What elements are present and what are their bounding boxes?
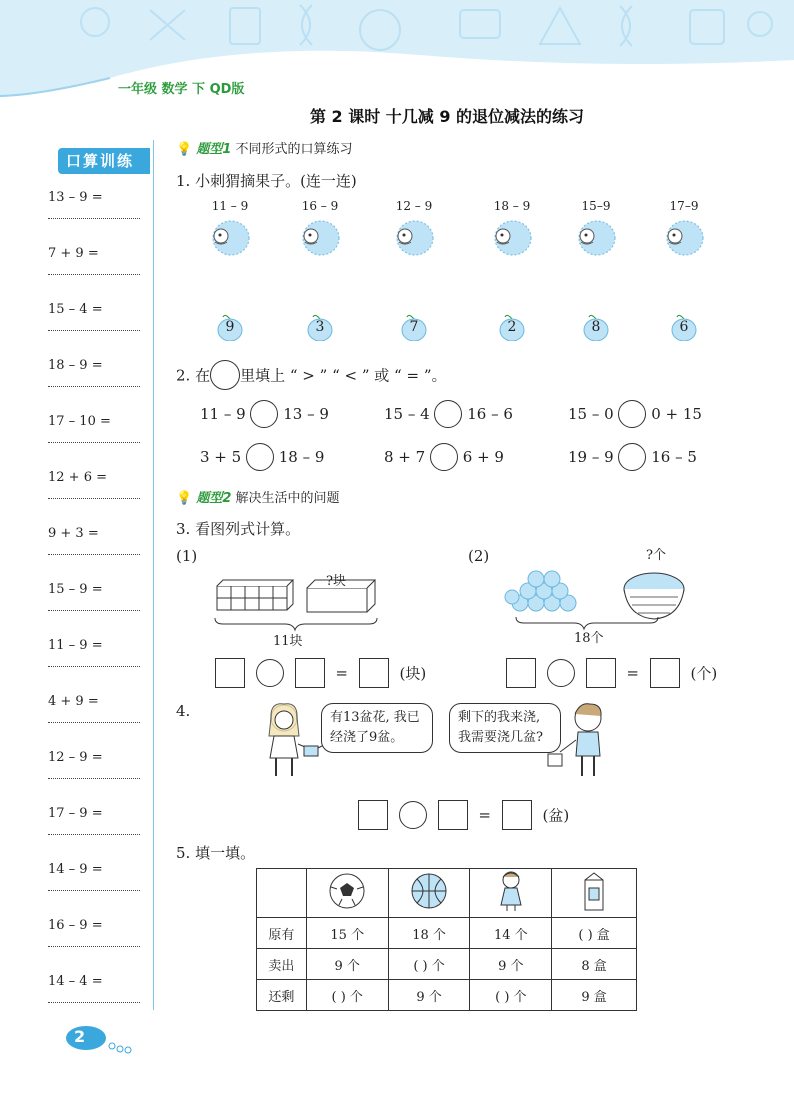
oral-item (48, 358, 140, 414)
right-expression: 6 + 9 (462, 448, 504, 466)
doll-column (470, 869, 552, 918)
answer-line[interactable] (48, 1002, 140, 1003)
hedgehog-label: 15–9 (581, 199, 611, 213)
small-blocks-icon (217, 580, 293, 610)
type1-text: 不同形式的口算练习 (235, 142, 353, 157)
unit-label: (块) (399, 664, 427, 683)
page-number-badge (60, 1022, 140, 1062)
hedgehog-label: 17–9 (669, 199, 699, 213)
oral-item (48, 918, 140, 974)
lightbulb-icon: 💡 (176, 142, 193, 157)
table-row (257, 949, 637, 980)
milk-box-icon (579, 870, 609, 912)
apple-number: 9 (225, 319, 235, 335)
hedgehog-icon[interactable] (661, 216, 707, 256)
answer-box[interactable] (502, 800, 532, 830)
apple-number: 7 (409, 319, 419, 335)
oral-expression: 15 – 4 = (48, 302, 103, 317)
fill-in-cell[interactable]: ( ) 个 (306, 980, 388, 1011)
right-expression: 0 + 15 (651, 405, 702, 423)
q3-part1-equation (215, 658, 426, 688)
apple-number: 2 (507, 319, 517, 335)
comparison-item (200, 400, 329, 428)
answer-line[interactable] (48, 834, 140, 835)
oral-expression: 12 + 6 = (48, 470, 107, 485)
compare-circle[interactable] (618, 400, 646, 428)
left-expression: 15 – 0 (568, 405, 614, 423)
answer-line[interactable] (48, 498, 140, 499)
equals-sign: = (626, 664, 639, 682)
lesson-title: 第 2 课时 十几减 9 的退位减法的练习 (309, 107, 585, 126)
comparison-item (200, 443, 324, 471)
right-expression: 16 – 6 (467, 405, 513, 423)
basketball-icon (409, 871, 449, 911)
q3-part1-total: 11块 (273, 634, 303, 649)
equals-sign: = (478, 806, 491, 824)
comparison-item (384, 400, 513, 428)
hedgehog-icon[interactable] (207, 216, 253, 256)
oral-expression: 17 – 9 = (48, 806, 103, 821)
basket-icon (624, 573, 684, 619)
oral-item (48, 862, 140, 918)
unit-label: (盆) (542, 806, 570, 825)
table-row (257, 980, 637, 1011)
hedgehog-icon[interactable] (489, 216, 535, 256)
oral-item (48, 246, 140, 302)
q3-part2-label: (2) (468, 547, 490, 565)
answer-box[interactable] (358, 800, 388, 830)
boy-watering-icon (540, 700, 612, 782)
table-row (257, 918, 637, 949)
answer-box[interactable] (650, 658, 680, 688)
q2-prompt-start: 2. 在 (176, 366, 211, 385)
fill-in-cell[interactable]: ( ) 盒 (552, 918, 637, 949)
left-expression: 3 + 5 (200, 448, 242, 466)
answer-line[interactable] (48, 554, 140, 555)
answer-line[interactable] (48, 218, 140, 219)
oral-item (48, 694, 140, 750)
q3-part1-question: ?块 (326, 574, 346, 589)
left-expression: 15 – 4 (384, 405, 430, 423)
girl-speech-bubble (321, 703, 433, 753)
comparison-item (384, 443, 504, 471)
q2-prompt-end: 里填上 “ > ” “ < ” 或 “ = ”。 (240, 366, 447, 385)
oral-item (48, 470, 140, 526)
answer-box[interactable] (359, 658, 389, 688)
answer-line[interactable] (48, 778, 140, 779)
compare-circle[interactable] (430, 443, 458, 471)
right-expression: 13 – 9 (283, 405, 329, 423)
answer-box[interactable] (215, 658, 245, 688)
type2-heading (176, 487, 340, 506)
answer-box[interactable] (506, 658, 536, 688)
hedgehog-label: 11 – 9 (211, 199, 249, 213)
q5-prompt: 5. 填一填。 (176, 844, 256, 862)
compare-circle[interactable] (618, 443, 646, 471)
hedgehog-label: 18 – 9 (493, 199, 531, 213)
oral-item (48, 582, 140, 638)
oral-item (48, 806, 140, 862)
operator-circle[interactable] (256, 659, 284, 687)
q3-part2-equation (506, 658, 717, 688)
hedgehog-icon[interactable] (573, 216, 619, 256)
left-expression: 19 – 9 (568, 448, 614, 466)
girl-speech-line: 有13盆花, 我已 (330, 710, 420, 725)
oral-expression: 4 + 9 = (48, 694, 99, 709)
right-expression: 18 – 9 (278, 448, 325, 466)
q3-part2-question: ?个 (646, 548, 666, 563)
q2-example-circle (210, 360, 240, 390)
compare-circle[interactable] (246, 443, 274, 471)
value-cell: 9 个 (470, 949, 552, 980)
q3-part2-total: 18个 (574, 631, 604, 646)
answer-line[interactable] (48, 330, 140, 331)
apple-number: 3 (315, 319, 325, 335)
boy-speech-line: 我需要浇几盆? (458, 730, 543, 745)
table-header-blank (257, 869, 307, 918)
oral-item (48, 526, 140, 582)
type1-heading (176, 138, 353, 157)
oral-item (48, 190, 140, 246)
type2-badge: 题型2 (196, 491, 232, 506)
left-expression: 8 + 7 (384, 448, 426, 466)
grade-label: 一年级 数学 下 QD版 (118, 82, 245, 97)
oral-expression: 18 – 9 = (48, 358, 103, 373)
answer-line[interactable] (48, 722, 140, 723)
answer-line[interactable] (48, 442, 140, 443)
oral-expression: 7 + 9 = (48, 246, 99, 261)
comparison-item (568, 443, 697, 471)
value-cell: 9 盒 (552, 980, 637, 1011)
right-expression: 16 – 5 (651, 448, 697, 466)
row-label: 原有 (257, 918, 307, 949)
lightbulb-icon: 💡 (176, 491, 193, 506)
left-expression: 11 – 9 (200, 405, 246, 423)
answer-line[interactable] (48, 946, 140, 947)
milk-box-column (552, 869, 637, 918)
equals-sign: = (335, 664, 348, 682)
hedgehog-icon[interactable] (391, 216, 437, 256)
q2-prompt (176, 360, 447, 390)
oral-expression: 16 – 9 = (48, 918, 103, 933)
q1-prompt: 1. 小刺猬摘果子。(连一连) (176, 172, 357, 190)
hedgehog-icon[interactable] (297, 216, 343, 256)
comparison-item (568, 400, 702, 428)
sales-table (256, 868, 637, 1011)
oral-item (48, 750, 140, 806)
oral-item (48, 302, 140, 358)
row-label: 卖出 (257, 949, 307, 980)
hedgehog-label: 16 – 9 (301, 199, 339, 213)
q3-prompt: 3. 看图列式计算。 (176, 520, 301, 538)
basketball-column (388, 869, 470, 918)
value-cell: 15 个 (306, 918, 388, 949)
q4-number: 4. (176, 702, 191, 720)
q4-equation (358, 800, 569, 830)
unit-label: (个) (690, 664, 718, 683)
type2-text: 解决生活中的问题 (235, 491, 340, 506)
operator-circle[interactable] (399, 801, 427, 829)
answer-line[interactable] (48, 666, 140, 667)
answer-line[interactable] (48, 890, 140, 891)
operator-circle[interactable] (547, 659, 575, 687)
oral-expression: 13 – 9 = (48, 190, 103, 205)
ball-pile-icon (505, 571, 576, 611)
oral-expression: 17 – 10 = (48, 414, 111, 429)
oral-item (48, 638, 140, 694)
compare-circle[interactable] (434, 400, 462, 428)
soccer-ball-icon (327, 871, 367, 911)
answer-line[interactable] (48, 610, 140, 611)
value-cell: 8 盒 (552, 949, 637, 980)
answer-box[interactable] (295, 658, 325, 688)
boy-speech-line: 剩下的我来浇, (458, 710, 541, 725)
oral-expression: 14 – 9 = (48, 862, 103, 877)
oral-expression: 12 – 9 = (48, 750, 103, 765)
row-label: 还剩 (257, 980, 307, 1011)
q3-part1-label: (1) (176, 547, 198, 565)
doll-icon (495, 869, 527, 913)
value-cell: 9 个 (388, 980, 470, 1011)
compare-circle[interactable] (250, 400, 278, 428)
value-cell: 9 个 (306, 949, 388, 980)
girl-speech-line: 经浇了9盆。 (330, 730, 404, 745)
oral-item (48, 414, 140, 470)
value-cell: 14 个 (470, 918, 552, 949)
answer-line[interactable] (48, 386, 140, 387)
hedgehog-label: 12 – 9 (395, 199, 433, 213)
apple-number: 8 (591, 319, 601, 335)
total-brace (215, 618, 377, 630)
oral-expression: 11 – 9 = (48, 638, 103, 653)
value-cell: 18 个 (388, 918, 470, 949)
fill-in-cell[interactable]: ( ) 个 (388, 949, 470, 980)
page-number: 2 (74, 1027, 86, 1046)
type1-badge: 题型1 (196, 142, 232, 157)
apple-number: 6 (679, 319, 689, 335)
oral-expression: 14 – 4 = (48, 974, 103, 989)
oral-training-tab: 口算训练 (58, 148, 150, 174)
answer-box[interactable] (586, 658, 616, 688)
oral-expression: 15 – 9 = (48, 582, 103, 597)
answer-box[interactable] (438, 800, 468, 830)
answer-line[interactable] (48, 274, 140, 275)
fill-in-cell[interactable]: ( ) 个 (470, 980, 552, 1011)
soccer-ball-column (306, 869, 388, 918)
sidebar-divider (153, 140, 154, 1010)
oral-expression: 9 + 3 = (48, 526, 99, 541)
